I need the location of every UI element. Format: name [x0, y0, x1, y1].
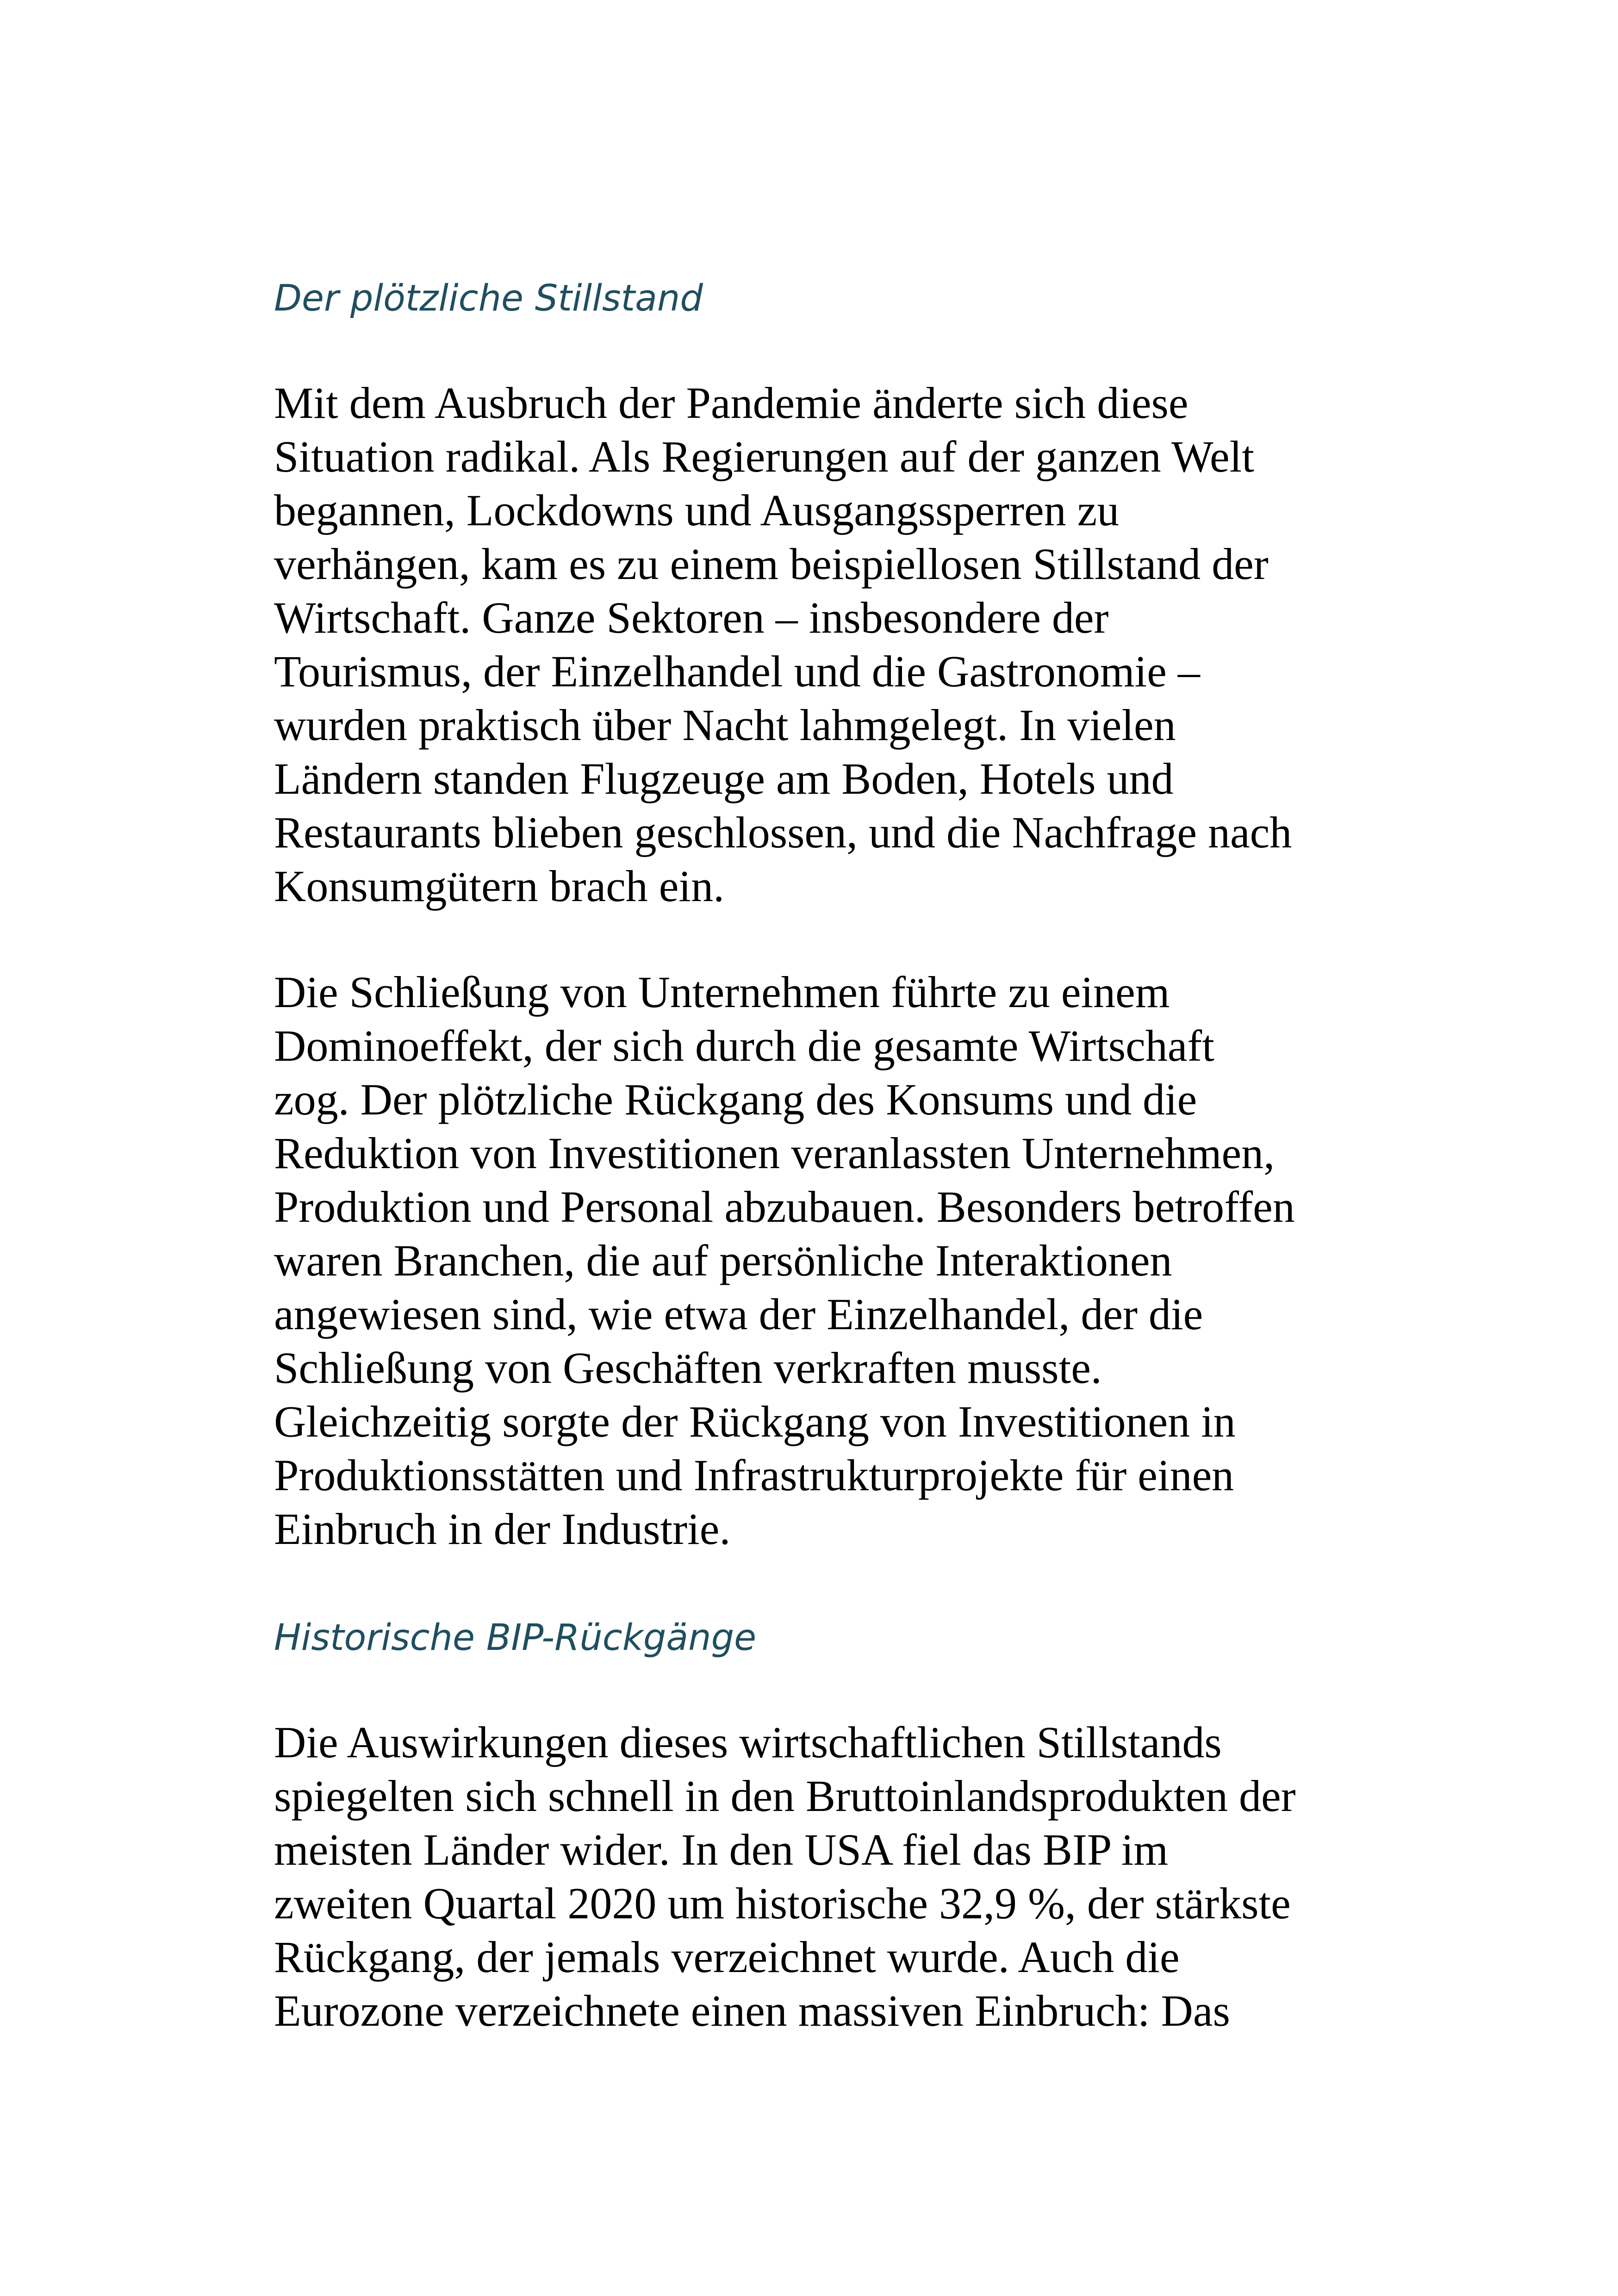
- text-line: Situation radikal. Als Regierungen auf der ganzen Welt: [274, 432, 1254, 481]
- text-line: Rückgang, der jemals verzeichnet wurde. Auch die: [274, 1932, 1180, 1982]
- text-line: Die Schließung von Unternehmen führte zu einem: [274, 967, 1170, 1017]
- text-line: angewiesen sind, wie etwa der Einzelhandel, der die: [274, 1289, 1203, 1339]
- section-heading-bip-rueckgaenge: Historische BIP-Rückgänge: [274, 1617, 757, 1659]
- text-line: begannen, Lockdowns und Ausgangssperren zu: [274, 485, 1120, 535]
- document-body: [274, 273, 1366, 2038]
- text-line: Mit dem Ausbruch der Pandemie änderte sich diese: [274, 378, 1189, 428]
- text-line: Eurozone verzeichnete einen massiven Einbruch: Das: [274, 1986, 1230, 2035]
- text-line: Restaurants blieben geschlossen, und die Nachfrage nach: [274, 808, 1292, 857]
- text-line: meisten Länder wider. In den USA fiel das BIP im: [274, 1825, 1169, 1874]
- text-line: Dominoeffekt, der sich durch die gesamte Wirtschaft: [274, 1021, 1214, 1070]
- body-paragraph: [274, 965, 1366, 1556]
- text-line: Reduktion von Investitionen veranlassten Unternehmen,: [274, 1128, 1275, 1178]
- text-line: wurden praktisch über Nacht lahmgelegt. In vielen: [274, 700, 1176, 750]
- text-line: Einbruch in der Industrie.: [274, 1504, 731, 1554]
- text-line: Ländern standen Flugzeuge am Boden, Hotels und: [274, 754, 1174, 803]
- text-line: Schließung von Geschäften verkraften musste.: [274, 1343, 1102, 1393]
- text-line: Produktionsstätten und Infrastrukturprojekte für einen: [274, 1450, 1234, 1500]
- text-line: Tourismus, der Einzelhandel und die Gastronomie –: [274, 647, 1200, 696]
- text-line: Gleichzeitig sorgte der Rückgang von Investitionen in: [274, 1397, 1236, 1446]
- text-line: Wirtschaft. Ganze Sektoren – insbesondere der: [274, 593, 1109, 642]
- text-line: zweiten Quartal 2020 um historische 32,9 %, der stärkste: [274, 1879, 1291, 1928]
- text-line: Die Auswirkungen dieses wirtschaftlichen Stillstands: [274, 1717, 1222, 1767]
- section-heading-stillstand: Der plötzliche Stillstand: [274, 278, 703, 319]
- text-line: Produktion und Personal abzubauen. Besonders betroffen: [274, 1182, 1295, 1232]
- body-paragraph: [274, 1716, 1366, 2038]
- text-line: Konsumgütern brach ein.: [274, 861, 725, 911]
- body-paragraph: [274, 376, 1366, 913]
- text-line: waren Branchen, die auf persönliche Interaktionen: [274, 1236, 1172, 1285]
- text-line: spiegelten sich schnell in den Bruttoinlandsprodukten der: [274, 1771, 1296, 1821]
- text-line: zog. Der plötzliche Rückgang des Konsums und die: [274, 1075, 1197, 1124]
- text-line: verhängen, kam es zu einem beispiellosen Stillstand der: [274, 539, 1269, 589]
